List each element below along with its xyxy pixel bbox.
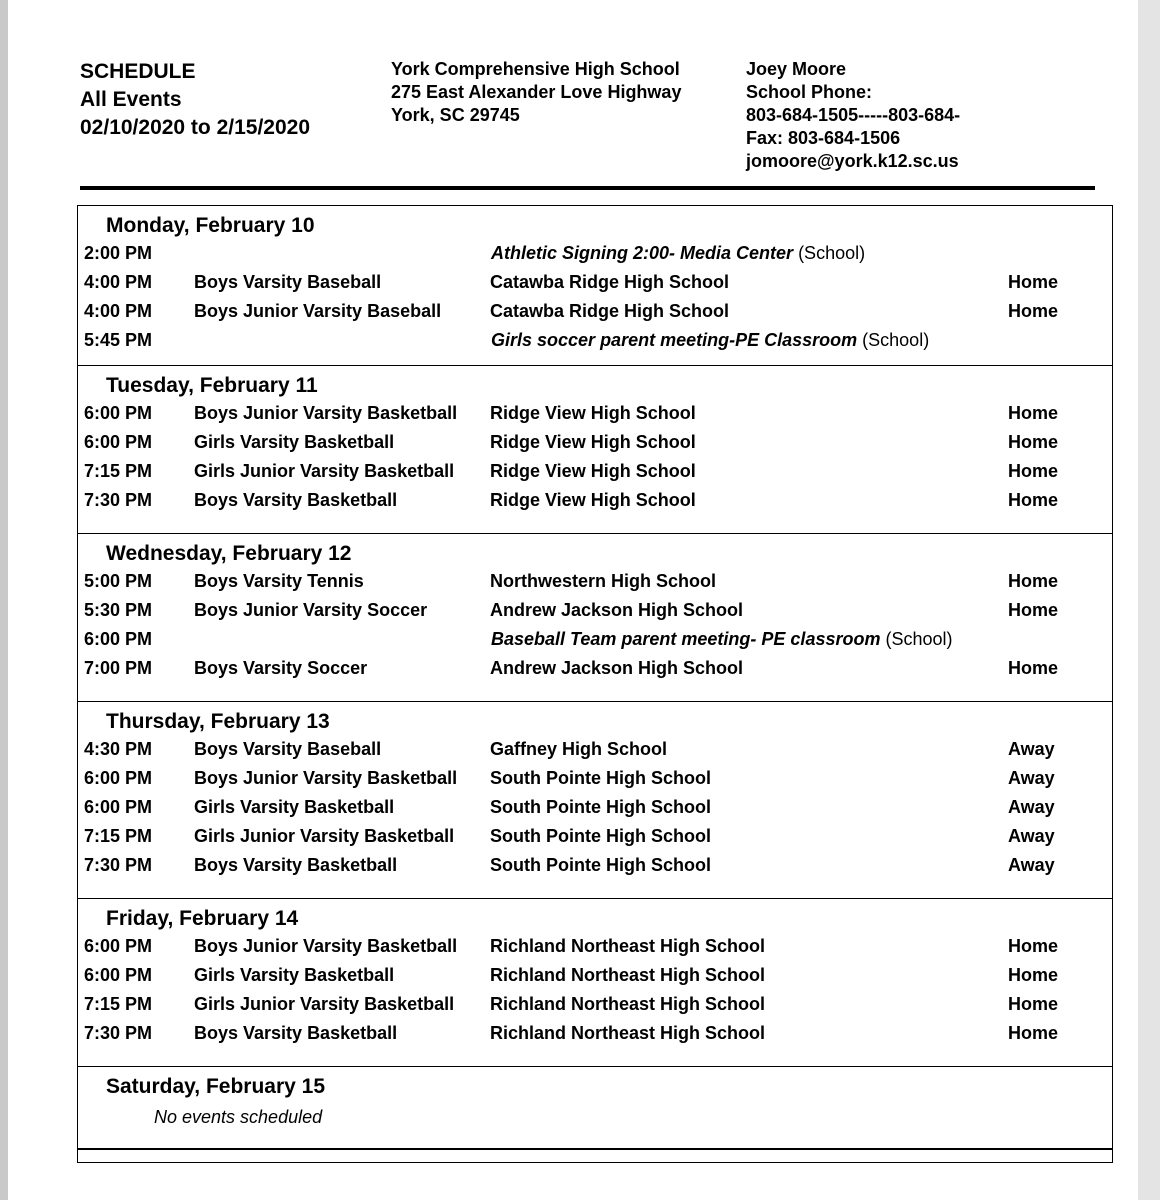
game-site: Home (1008, 403, 1059, 423)
school-event-name: Athletic Signing 2:00- Media Center (491, 243, 794, 263)
event-time: 4:30 PM (84, 739, 153, 759)
no-events-note: No events scheduled (154, 1107, 323, 1127)
report-title: SCHEDULE (80, 60, 196, 83)
event-row (78, 735, 1112, 764)
event-row (78, 1019, 1112, 1048)
event-time: 6:00 PM (84, 936, 153, 956)
opponent-name: South Pointe High School (490, 768, 711, 788)
report-title-block (80, 58, 310, 142)
day-title: Wednesday, February 12 (106, 542, 352, 565)
event-time: 7:30 PM (84, 1023, 153, 1043)
event-row (78, 268, 1112, 297)
team-name: Boys Varsity Baseball (194, 272, 382, 292)
school-address-line1: 275 East Alexander Love Highway (391, 82, 682, 102)
game-site: Home (1008, 658, 1059, 678)
event-list (78, 567, 1112, 683)
game-site: Home (1008, 936, 1059, 956)
opponent-name: Richland Northeast High School (490, 994, 766, 1014)
team-name: Boys Varsity Basketball (194, 1023, 398, 1043)
opponent-name: South Pointe High School (490, 797, 711, 817)
game-site: Home (1008, 965, 1059, 985)
school-event-type: (School) (862, 330, 930, 350)
page-frame-left (0, 0, 8, 1200)
opponent-name: Ridge View High School (490, 461, 696, 481)
game-site: Away (1008, 768, 1055, 788)
event-row (78, 932, 1112, 961)
game-site: Away (1008, 826, 1055, 846)
game-site: Home (1008, 600, 1059, 620)
school-event (491, 243, 865, 264)
game-site: Home (1008, 571, 1059, 591)
event-time: 7:15 PM (84, 826, 153, 846)
team-name: Boys Junior Varsity Basketball (194, 403, 458, 423)
opponent-name: Northwestern High School (490, 571, 717, 591)
opponent-name: Ridge View High School (490, 490, 696, 510)
schedule-table (77, 205, 1113, 1163)
opponent-name: Richland Northeast High School (490, 936, 766, 956)
team-name: Girls Varsity Basketball (194, 965, 395, 985)
event-list (78, 932, 1112, 1048)
event-time: 7:15 PM (84, 994, 153, 1014)
school-event-name: Baseball Team parent meeting- PE classroom (491, 629, 881, 649)
team-name: Boys Varsity Baseball (194, 739, 382, 759)
event-time: 7:00 PM (84, 658, 153, 678)
day-title: Monday, February 10 (106, 214, 315, 237)
event-time: 6:00 PM (84, 403, 153, 423)
event-row (78, 399, 1112, 428)
day-title: Saturday, February 15 (106, 1075, 326, 1098)
event-row (78, 239, 1112, 268)
report-subtitle: All Events (80, 88, 182, 111)
opponent-name: Catawba Ridge High School (490, 301, 730, 321)
team-name: Boys Varsity Tennis (194, 571, 364, 591)
event-time: 4:00 PM (84, 301, 153, 321)
event-time: 7:30 PM (84, 490, 153, 510)
game-site: Away (1008, 739, 1055, 759)
opponent-name: Catawba Ridge High School (490, 272, 730, 292)
game-site: Home (1008, 301, 1059, 321)
bottom-divider (77, 1148, 1113, 1150)
school-event-type: (School) (798, 243, 866, 263)
event-row (78, 428, 1112, 457)
school-event-name: Girls soccer parent meeting-PE Classroom (491, 330, 858, 350)
event-row (78, 764, 1112, 793)
team-name: Girls Varsity Basketball (194, 432, 395, 452)
opponent-name: Ridge View High School (490, 432, 696, 452)
event-time: 5:45 PM (84, 330, 153, 350)
game-site: Home (1008, 1023, 1059, 1043)
day-section (78, 534, 1112, 702)
phone-label: School Phone: (746, 82, 872, 102)
opponent-name: Andrew Jackson High School (490, 600, 744, 620)
team-name: Girls Junior Varsity Basketball (194, 826, 455, 846)
event-time: 6:00 PM (84, 629, 153, 649)
opponent-name: Richland Northeast High School (490, 965, 766, 985)
day-section (78, 206, 1112, 366)
game-site: Home (1008, 994, 1059, 1014)
event-time: 7:30 PM (84, 855, 153, 875)
event-list (78, 239, 1112, 355)
opponent-name: Gaffney High School (490, 739, 668, 759)
game-site: Home (1008, 272, 1059, 292)
day-section (78, 1067, 1112, 1150)
page-frame-right (1138, 0, 1160, 1200)
opponent-name: Ridge View High School (490, 403, 696, 423)
opponent-name: Richland Northeast High School (490, 1023, 766, 1043)
team-name: Girls Junior Varsity Basketball (194, 994, 455, 1014)
event-row (78, 486, 1112, 515)
day-section (78, 899, 1112, 1067)
school-event (491, 330, 929, 351)
school-address-line2: York, SC 29745 (391, 105, 520, 125)
event-row (78, 625, 1112, 654)
event-list (78, 735, 1112, 880)
event-row (78, 567, 1112, 596)
event-row (78, 961, 1112, 990)
team-name: Boys Junior Varsity Soccer (194, 600, 428, 620)
event-row (78, 822, 1112, 851)
school-name: York Comprehensive High School (391, 59, 680, 79)
event-row (78, 654, 1112, 683)
opponent-name: South Pointe High School (490, 826, 711, 846)
team-name: Boys Junior Varsity Basketball (194, 768, 458, 788)
event-list (78, 399, 1112, 515)
contact-email: jomoore@york.k12.sc.us (746, 151, 959, 171)
event-time: 2:00 PM (84, 243, 153, 263)
game-site: Home (1008, 490, 1059, 510)
phone-numbers: 803-684-1505-----803-684- (746, 105, 961, 125)
event-time: 4:00 PM (84, 272, 153, 292)
day-section (78, 366, 1112, 534)
school-address-block (391, 58, 681, 127)
event-row (78, 457, 1112, 486)
event-row (78, 297, 1112, 326)
game-site: Away (1008, 855, 1055, 875)
contact-block (746, 58, 960, 173)
contact-name: Joey Moore (746, 59, 847, 79)
event-row (78, 851, 1112, 880)
event-time: 6:00 PM (84, 965, 153, 985)
day-title: Friday, February 14 (106, 907, 299, 930)
event-time: 6:00 PM (84, 797, 153, 817)
event-time: 5:30 PM (84, 600, 153, 620)
day-section (78, 702, 1112, 899)
game-site: Home (1008, 432, 1059, 452)
game-site: Away (1008, 797, 1055, 817)
team-name: Boys Junior Varsity Baseball (194, 301, 442, 321)
team-name: Girls Varsity Basketball (194, 797, 395, 817)
day-title: Thursday, February 13 (106, 710, 330, 733)
event-row (78, 990, 1112, 1019)
header-divider (80, 186, 1095, 190)
fax-number: Fax: 803-684-1506 (746, 128, 901, 148)
day-title: Tuesday, February 11 (106, 374, 318, 397)
event-row (78, 793, 1112, 822)
team-name: Girls Junior Varsity Basketball (194, 461, 455, 481)
team-name: Boys Varsity Soccer (194, 658, 368, 678)
event-time: 5:00 PM (84, 571, 153, 591)
team-name: Boys Junior Varsity Basketball (194, 936, 458, 956)
school-event (491, 629, 953, 650)
team-name: Boys Varsity Basketball (194, 855, 398, 875)
event-time: 6:00 PM (84, 432, 153, 452)
opponent-name: Andrew Jackson High School (490, 658, 744, 678)
opponent-name: South Pointe High School (490, 855, 711, 875)
event-time: 6:00 PM (84, 768, 153, 788)
team-name: Boys Varsity Basketball (194, 490, 398, 510)
event-row (78, 596, 1112, 625)
school-event-type: (School) (885, 629, 953, 649)
event-row (78, 326, 1112, 355)
game-site: Home (1008, 461, 1059, 481)
event-time: 7:15 PM (84, 461, 153, 481)
report-date-range: 02/10/2020 to 2/15/2020 (80, 116, 311, 139)
